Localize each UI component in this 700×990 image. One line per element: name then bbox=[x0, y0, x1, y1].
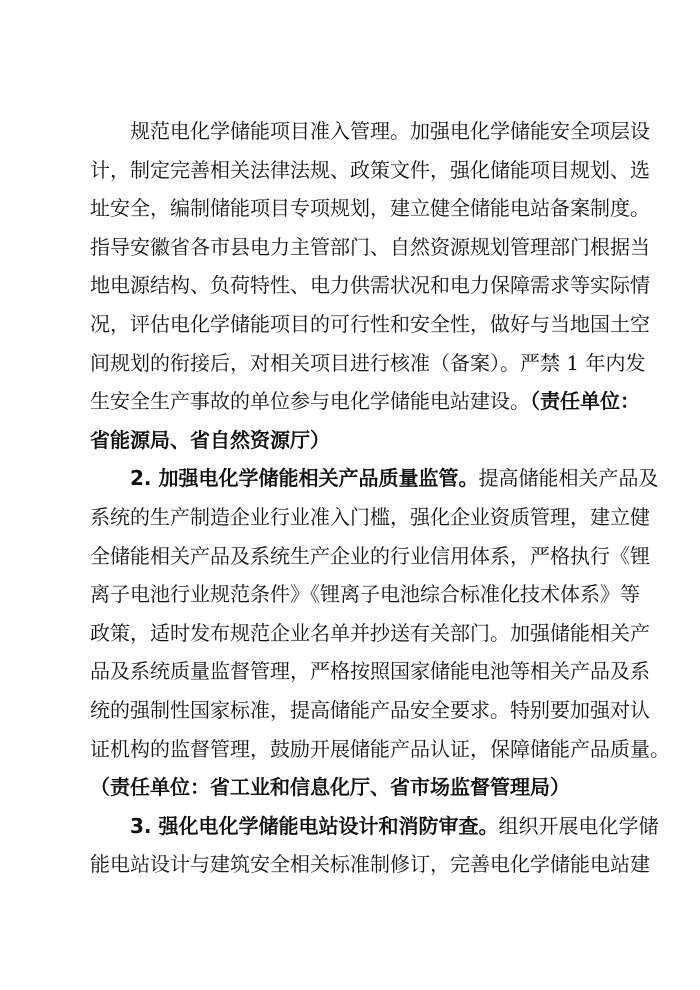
text-line: 地电源结构、负荷特性、电力供需状况和电力保障需求等实际情 bbox=[90, 273, 650, 298]
line-text: 生安全生产事故的单位参与电化学储能电站建设。 bbox=[90, 389, 530, 414]
text-line bbox=[90, 382, 640, 421]
text-line: 计，制定完善相关法律法规、政策文件，强化储能项目规划、选 bbox=[90, 157, 650, 182]
paragraph-product-quality bbox=[90, 459, 670, 806]
text-line bbox=[90, 421, 622, 460]
responsibility-label: （责任单位： bbox=[530, 389, 640, 414]
section-heading-3: 3. 强化电化学储能电站设计和消防审查。 bbox=[130, 813, 499, 838]
responsibility-units: 省能源局、省自然资源厅） bbox=[90, 427, 330, 452]
text-line bbox=[90, 459, 659, 498]
text-line: 间规划的衔接后，对相关项目进行核准（备案）。严禁 1 年内发 bbox=[90, 350, 646, 375]
text-line: 规范电化学储能项目准入管理。加强电化学储能安全项层设 bbox=[130, 119, 650, 143]
text-line: 系统的生产制造企业行业准入门槛，强化企业资质管理，建立健 bbox=[90, 504, 650, 529]
text-line: 指导安徽省各市县电力主管部门、自然资源规划管理部门根据当 bbox=[90, 234, 650, 259]
text-line: 址安全，编制储能项目专项规划，建立健全储能电站备案制度。 bbox=[90, 196, 650, 221]
text-line bbox=[90, 807, 659, 846]
text-line: 能电站设计与建筑安全相关标准制修订，完善电化学储能电站建 bbox=[90, 852, 650, 877]
document-body bbox=[90, 112, 670, 884]
line-text: 组织开展电化学储 bbox=[498, 813, 659, 838]
text-line: 品及系统质量监督管理，严格按照国家储能电池等相关产品及系 bbox=[90, 659, 650, 684]
line-text: 提高储能相关产品及 bbox=[478, 466, 659, 491]
text-line: 政策，适时发布规范企业名单并抄送有关部门。加强储能相关产 bbox=[90, 620, 650, 645]
text-line: 离子电池行业规范条件》《锂离子电池综合标准化技术体系》等 bbox=[90, 582, 640, 607]
text-line bbox=[90, 768, 622, 807]
text-line: 统的强制性国家标准，提高储能产品安全要求。特别要加强对认 bbox=[90, 697, 650, 722]
section-heading-2: 2. 加强电化学储能相关产品质量监管。 bbox=[130, 466, 479, 491]
text-line: 证机构的监督管理，鼓励开展储能产品认证，保障储能产品质量。 bbox=[90, 736, 670, 761]
paragraph-design-review bbox=[90, 807, 659, 884]
text-line: 全储能相关产品及系统生产企业的行业信用体系，严格执行《锂 bbox=[90, 543, 650, 568]
responsibility-units: （责任单位：省工业和信息化厅、省市场监督管理局） bbox=[90, 775, 570, 800]
text-line: 况，评估电化学储能项目的可行性和安全性，做好与当地国土空 bbox=[90, 311, 650, 336]
paragraph-access-management bbox=[90, 112, 650, 459]
